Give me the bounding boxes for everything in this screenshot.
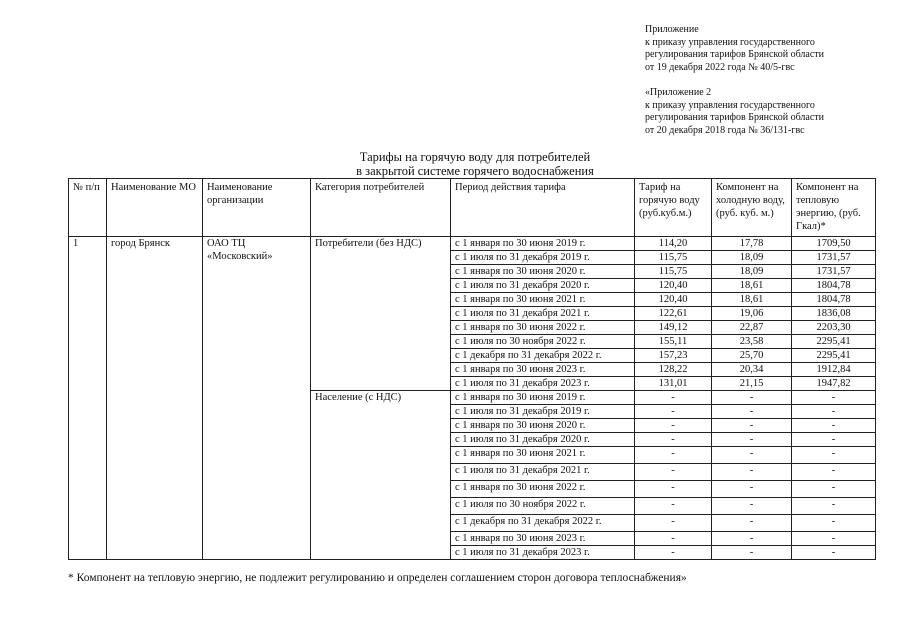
- annex-header-current: [645, 24, 824, 74]
- cell-period: с 1 июля по 31 декабря 2021 г.: [451, 307, 635, 321]
- cell-tariff: 122,61: [635, 307, 712, 321]
- cell-period: с 1 января по 30 июня 2023 г.: [451, 532, 635, 546]
- annex-line: от 20 декабря 2018 года № 36/131-гвс: [645, 124, 805, 136]
- cell-cold: 18,09: [712, 265, 792, 279]
- header-cold: Компонент на холодную воду, (руб. куб. м.): [712, 179, 792, 237]
- cell-cold: 19,06: [712, 307, 792, 321]
- cell-period: с 1 июля по 31 декабря 2021 г.: [451, 464, 635, 481]
- cell-tariff: 115,75: [635, 265, 712, 279]
- cell-tariff: -: [635, 433, 712, 447]
- cell-heat: -: [792, 433, 876, 447]
- cell-cold: -: [712, 498, 792, 515]
- cell-cold: 22,87: [712, 321, 792, 335]
- cell-cold: -: [712, 481, 792, 498]
- cell-tariff: 157,23: [635, 349, 712, 363]
- cell-tariff: 115,75: [635, 251, 712, 265]
- cell-tariff: -: [635, 546, 712, 560]
- cell-category: Население (с НДС): [311, 391, 451, 560]
- cell-heat: -: [792, 532, 876, 546]
- cell-heat: 2295,41: [792, 349, 876, 363]
- cell-tariff: -: [635, 447, 712, 464]
- header-category: Категория потребителей: [311, 179, 451, 237]
- cell-cold: 20,34: [712, 363, 792, 377]
- cell-heat: -: [792, 464, 876, 481]
- cell-tariff: -: [635, 391, 712, 405]
- cell-period: с 1 июля по 31 декабря 2019 г.: [451, 251, 635, 265]
- cell-period: с 1 января по 30 июня 2019 г.: [451, 391, 635, 405]
- cell-cold: -: [712, 532, 792, 546]
- cell-cold: 17,78: [712, 237, 792, 251]
- cell-tariff: -: [635, 481, 712, 498]
- cell-cold: 21,15: [712, 377, 792, 391]
- cell-cold: 18,09: [712, 251, 792, 265]
- cell-cold: -: [712, 391, 792, 405]
- annex-line: Приложение: [645, 24, 699, 35]
- cell-cold: -: [712, 405, 792, 419]
- footnote: * Компонент на тепловую энергию, не подлежит регулированию и определен соглашением сторон договора теплоснабжения»: [68, 572, 687, 584]
- cell-tariff: 120,40: [635, 279, 712, 293]
- cell-heat: 1804,78: [792, 293, 876, 307]
- cell-tariff: 128,22: [635, 363, 712, 377]
- header-tariff: Тариф на горячую воду (руб.куб.м.): [635, 179, 712, 237]
- cell-period: с 1 января по 30 июня 2020 г.: [451, 419, 635, 433]
- cell-tariff: 149,12: [635, 321, 712, 335]
- cell-period: с 1 января по 30 июня 2023 г.: [451, 363, 635, 377]
- document-title-line-2: в закрытой системе горячего водоснабжения: [356, 164, 594, 178]
- document-title-line-1: Тарифы на горячую воду для потребителей: [359, 150, 591, 164]
- cell-cold: 18,61: [712, 279, 792, 293]
- cell-tariff: 114,20: [635, 237, 712, 251]
- cell-cold: -: [712, 515, 792, 532]
- cell-period: с 1 января по 30 июня 2022 г.: [451, 321, 635, 335]
- cell-period: с 1 января по 30 июня 2021 г.: [451, 293, 635, 307]
- tariff-table: [68, 178, 876, 560]
- cell-tariff: -: [635, 405, 712, 419]
- table-header-row: [69, 179, 876, 237]
- cell-mo: город Брянск: [107, 237, 203, 560]
- cell-tariff: 120,40: [635, 293, 712, 307]
- cell-heat: 1804,78: [792, 279, 876, 293]
- cell-tariff: 155,11: [635, 335, 712, 349]
- cell-heat: -: [792, 447, 876, 464]
- cell-period: с 1 июля по 31 декабря 2023 г.: [451, 546, 635, 560]
- cell-tariff: -: [635, 464, 712, 481]
- cell-period: с 1 января по 30 июня 2022 г.: [451, 481, 635, 498]
- cell-period: с 1 июля по 31 декабря 2020 г.: [451, 433, 635, 447]
- table-row: [69, 237, 876, 251]
- cell-heat: 1836,08: [792, 307, 876, 321]
- cell-org: ОАО ТЦ «Московский»: [203, 237, 311, 560]
- cell-heat: 2295,41: [792, 335, 876, 349]
- cell-heat: -: [792, 481, 876, 498]
- cell-heat: 1912,84: [792, 363, 876, 377]
- cell-heat: 1709,50: [792, 237, 876, 251]
- cell-heat: 2203,30: [792, 321, 876, 335]
- table-body: [69, 237, 876, 560]
- header-period: Период действия тарифа: [451, 179, 635, 237]
- cell-heat: -: [792, 546, 876, 560]
- cell-cold: -: [712, 447, 792, 464]
- cell-period: с 1 января по 30 июня 2019 г.: [451, 237, 635, 251]
- cell-period: с 1 декабря по 31 декабря 2022 г.: [451, 515, 635, 532]
- cell-cold: 25,70: [712, 349, 792, 363]
- cell-heat: -: [792, 405, 876, 419]
- annex-line: «Приложение 2: [645, 87, 712, 98]
- cell-cold: 23,58: [712, 335, 792, 349]
- cell-period: с 1 июля по 31 декабря 2020 г.: [451, 279, 635, 293]
- annex-line: к приказу управления государственного: [645, 36, 815, 48]
- annex-line: регулирования тарифов Брянской области: [645, 112, 825, 123]
- header-num: № п/п: [69, 179, 107, 237]
- cell-period: с 1 июля по 30 ноября 2022 г.: [451, 335, 635, 349]
- cell-heat: -: [792, 515, 876, 532]
- cell-num: 1: [69, 237, 107, 560]
- header-org: Наименование организации: [203, 179, 311, 237]
- cell-heat: 1947,82: [792, 377, 876, 391]
- cell-cold: -: [712, 546, 792, 560]
- cell-category: Потребители (без НДС): [311, 237, 451, 391]
- annex-header-amended: [645, 87, 824, 137]
- annex-line: от 19 декабря 2022 года № 40/5-гвс: [645, 61, 795, 73]
- cell-cold: -: [712, 433, 792, 447]
- annex-line: к приказу управления государственного: [645, 99, 815, 111]
- cell-tariff: 131,01: [635, 377, 712, 391]
- cell-cold: -: [712, 419, 792, 433]
- cell-period: с 1 декабря по 31 декабря 2022 г.: [451, 349, 635, 363]
- cell-period: с 1 июля по 31 декабря 2019 г.: [451, 405, 635, 419]
- cell-heat: -: [792, 498, 876, 515]
- header-mo: Наименование МО: [107, 179, 203, 237]
- cell-heat: 1731,57: [792, 265, 876, 279]
- cell-heat: 1731,57: [792, 251, 876, 265]
- cell-cold: 18,61: [712, 293, 792, 307]
- cell-period: с 1 июля по 31 декабря 2023 г.: [451, 377, 635, 391]
- cell-heat: -: [792, 419, 876, 433]
- cell-period: с 1 июля по 30 ноября 2022 г.: [451, 498, 635, 515]
- cell-tariff: -: [635, 515, 712, 532]
- cell-tariff: -: [635, 532, 712, 546]
- cell-tariff: -: [635, 498, 712, 515]
- cell-period: с 1 января по 30 июня 2021 г.: [451, 447, 635, 464]
- cell-cold: -: [712, 464, 792, 481]
- header-heat: Компонент на тепловую энергию, (руб. Гкал)*: [792, 179, 876, 237]
- cell-heat: -: [792, 391, 876, 405]
- cell-period: с 1 января по 30 июня 2020 г.: [451, 265, 635, 279]
- cell-tariff: -: [635, 419, 712, 433]
- annex-line: регулирования тарифов Брянской области: [645, 49, 825, 60]
